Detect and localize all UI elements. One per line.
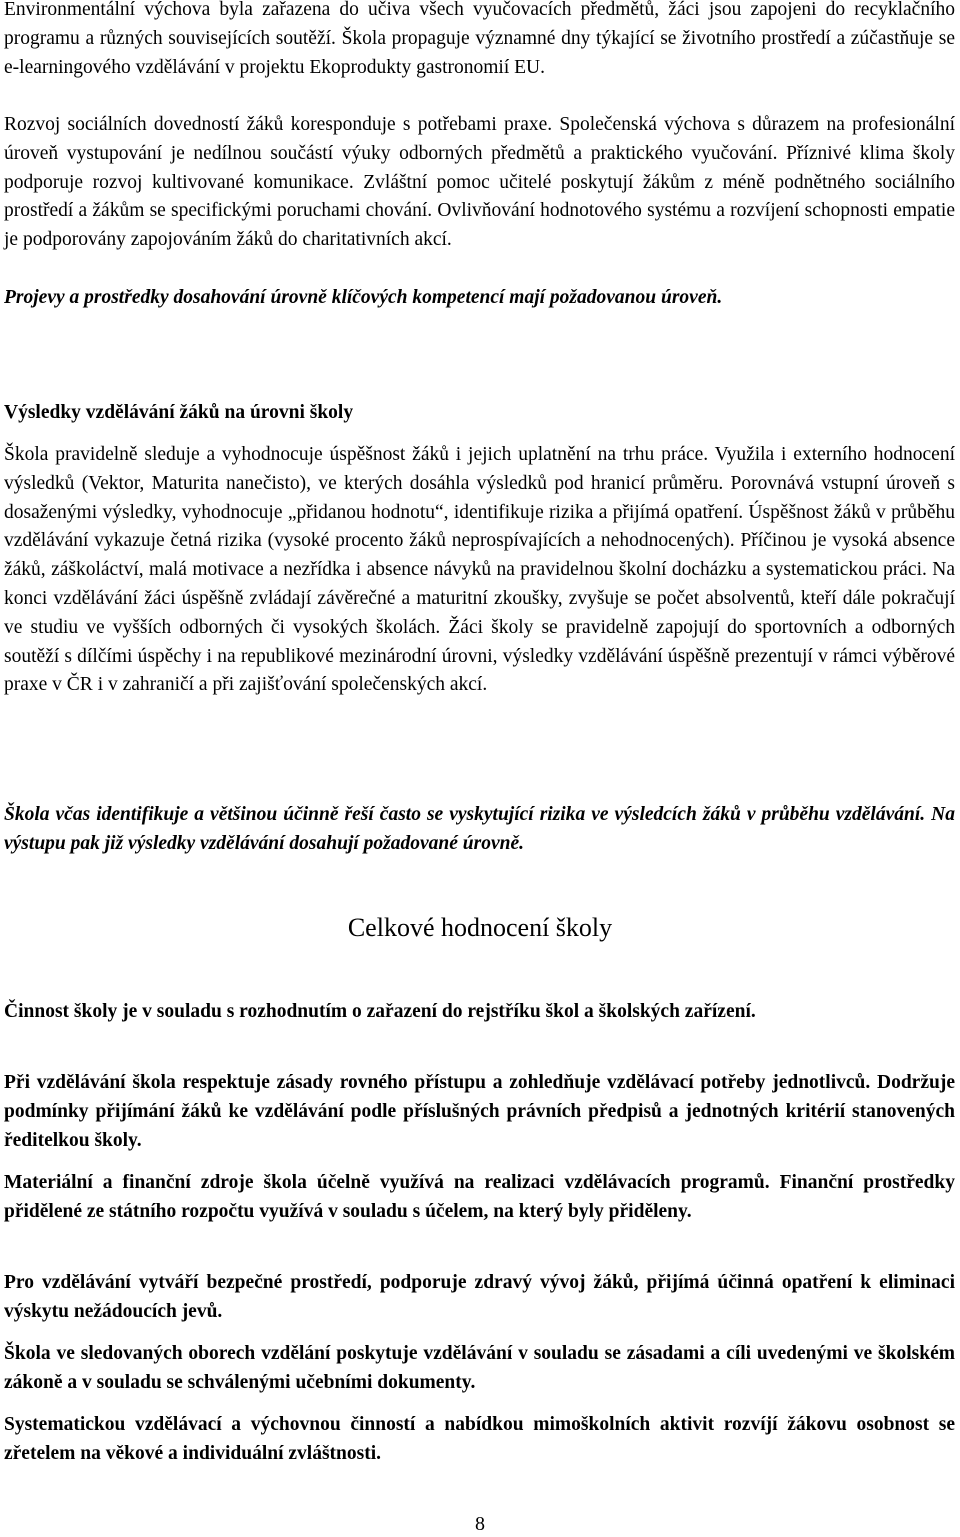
social-skills-paragraph: Rozvoj sociálních dovedností žáků koresponduje s potřebami praxe. Společenská výchova s důrazem na profesionální úroveň vystupování je nedílnou součástí výuky odborných předmětů a praktického vyučování. Příznivé klima školy podporuje rozvoj kultivované komunikace. Zvláštní pomoc učitelé poskytují žákům z méně podnětného sociálního prostředí a žákům se specifickými poruchami chování. Ovlivňování hodnotového systému a rozvíjení schopnosti empatie je podporovány zapojováním žáků do charitativních akcí. [4, 114, 955, 251]
environmental-education-paragraph: Environmentální výchova byla zařazena do učiva všech vyučovacích předmětů, žáci jsou zapojeni do recyklačního programu a různých souvisejících soutěží. Škola propaguje významné dny týkající se životního prostředí a zúčastňuje se e-learningového vzdělávání v projektu Ekoprodukty gastronomií EU. [4, 0, 955, 78]
results-conclusion: Škola včas identifikuje a většinou účinně řeší často se vyskytující rizika ve výsledcích žáků v průběhu vzdělávání. Na výstupu pak již výsledky vzdělávání dosahují požadované úrovně. [4, 804, 955, 854]
overall-paragraph-registry: Činnost školy je v souladu s rozhodnutím o zařazení do rejstříku škol a školských zařízení. [4, 1001, 756, 1022]
overall-paragraph-resources: Materiální a finanční zdroje škola účelně využívá na realizaci vzdělávacích programů. Finanční prostředky přidělené ze státního rozpočtu využívá v souladu s účelem, na který byly přiděleny. [4, 1172, 955, 1222]
overall-paragraph-activities: Systematickou vzdělávací a výchovnou činností a nabídkou mimoškolních aktivit rozvíjí žákovu osobnost se zřetelem na věkové a individuální zvláštnosti. [4, 1414, 955, 1464]
overall-paragraph-education-law: Škola ve sledovaných oborech vzdělání poskytuje vzdělávání v souladu se zásadami a cíli uvedenými ve školském zákoně a v souladu se schválenými učebními dokumenty. [4, 1343, 955, 1393]
key-competences-conclusion: Projevy a prostředky dosahování úrovně klíčových kompetencí mají požadovanou úroveň. [4, 287, 723, 308]
results-heading: Výsledky vzdělávání žáků na úrovni školy [4, 402, 354, 423]
overall-paragraph-safe-environment: Pro vzdělávání vytváří bezpečné prostředí, podporuje zdravý vývoj žáků, přijímá účinná opatření k eliminaci výskytu nežádoucích jevů. [4, 1272, 955, 1322]
overall-evaluation-title: Celkové hodnocení školy [347, 913, 613, 942]
results-paragraph: Škola pravidelně sleduje a vyhodnocuje úspěšnost žáků i jejich uplatnění na trhu práce. Využila i externího hodnocení výsledků (Vektor, Maturita nanečisto), ve kterých dosáhla výsledků pod hranicí průměru. Porovnává vstupní úroveň s dosaženými výsledky, vyhodnocuje „přidanou hodnotu“, identifikuje rizika a přijímá opatření. Úspěšnost žáků v průběhu vzdělávání vykazuje četná rizika (vysoké procento žáků neprospívajících a nehodnocených). Příčinou je vysoká absence žáků, záškoláctví, malá motivace a nezřídka i absence návyků na pravidelnou školní docházku a systematickou práci. Na konci vzdělávání žáci úspěšně zvládají závěrečné a maturitní zkoušky, zvyšuje se počet absolventů, kteří dále pokračují ve studiu ve vyšších odborných či vysokých školách. Žáci školy se pravidelně zapojují do sportovních a odborných soutěží s dílčími úspěchy i na republikové mezinárodní úrovni, výsledky vzdělávání úspěšně prezentují v rámci výběrové praxe v ČR i v zahraničí a při zajišťování společenských akcí. [4, 444, 955, 696]
overall-paragraph-equal-access: Při vzdělávání škola respektuje zásady rovného přístupu a zohledňuje vzdělávací potřeby jednotlivců. Dodržuje podmínky přijímání žáků ke vzdělávání podle příslušných právních předpisů a jednotných kritérií stanovených ředitelkou školy. [4, 1072, 955, 1151]
page-number: 8 [475, 1513, 485, 1535]
